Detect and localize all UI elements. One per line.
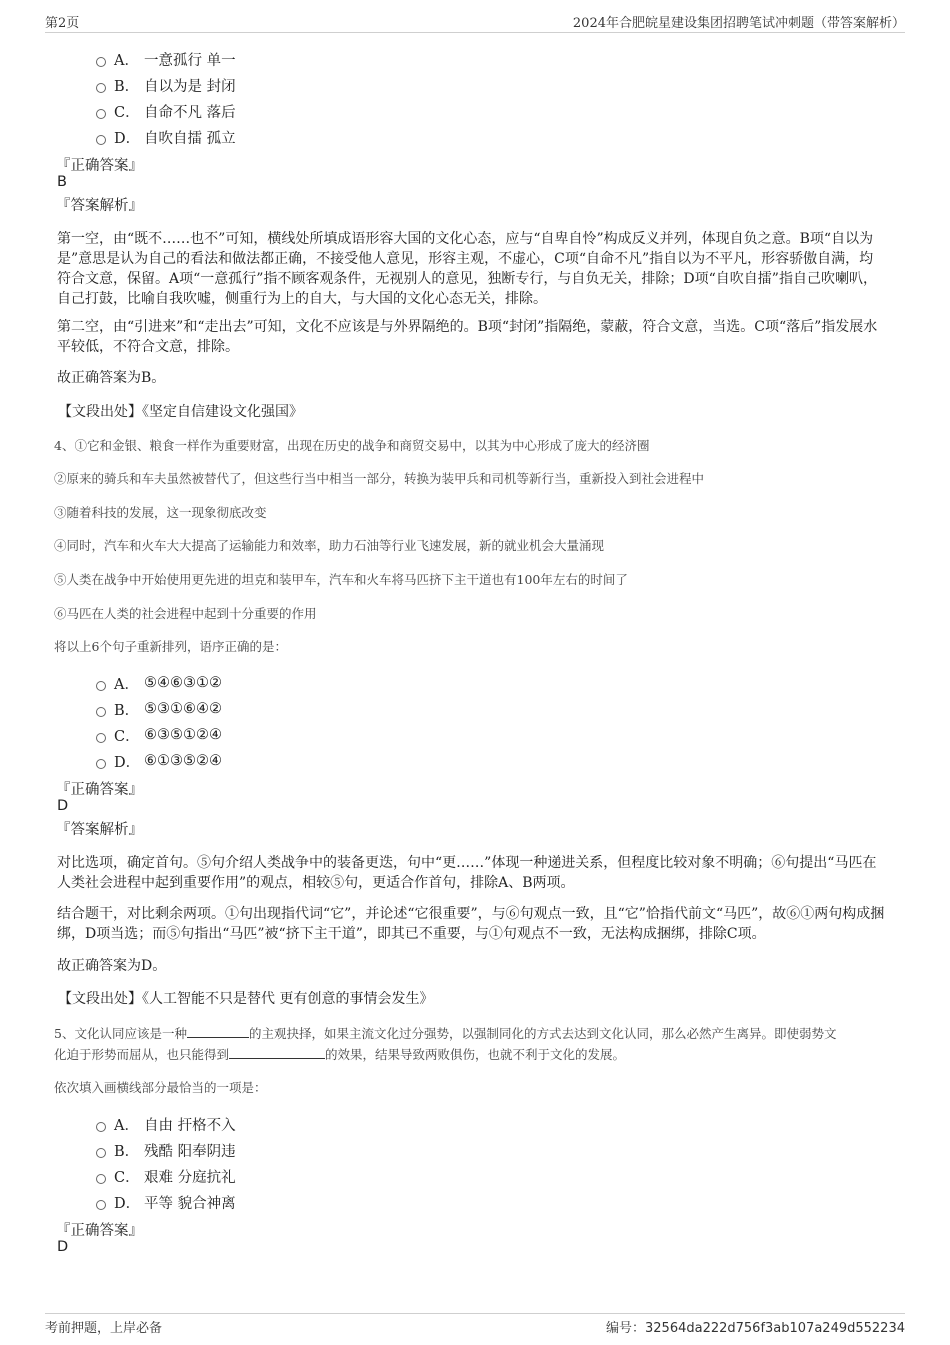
- q3-answer: B: [57, 174, 67, 190]
- q5-option-b[interactable]: B． 残酷 阳奉阴违: [96, 1137, 236, 1163]
- radio-icon[interactable]: [96, 759, 106, 769]
- q4-option-b[interactable]: B． ⑤③①⑥④②: [96, 696, 222, 722]
- q4-option-c[interactable]: C． ⑥③⑤①②④: [96, 722, 222, 748]
- q4-analysis-p1: 对比选项，确定首句。⑤句介绍人类战争中的装备更迭，句中“更……”体现一种递进关系，但程度比较对象不明确；⑥句提出“马匹在人类社会进程中起到重要作用”的观点，相较⑤句，更适合作首句，排除A、B两项。: [57, 855, 877, 891]
- q4-source: 【文段出处】《人工智能不只是替代 更有创意的事情会发生》: [58, 991, 434, 1007]
- q3-source: 【文段出处】《坚定自信建设文化强国》: [58, 404, 303, 420]
- radio-icon[interactable]: [96, 135, 106, 145]
- radio-icon[interactable]: [96, 1122, 106, 1132]
- radio-icon[interactable]: [96, 109, 106, 119]
- radio-icon[interactable]: [96, 83, 106, 93]
- q4-correct-label: 『正确答案』: [56, 782, 143, 798]
- page-header: [45, 12, 905, 33]
- q5-answer: D: [57, 1239, 69, 1255]
- page-footer: [45, 1313, 905, 1338]
- footer-code: 编号：32564da222d756f3ab107a249d552234: [605, 1321, 905, 1336]
- q3-analysis-p1: 第一空，由“既不……也不”可知，横线处所填成语形容大国的文化心态，应与“自卑自怜”构成反义并列，体现自负之意。B项“自以为是”意思是认为自己的看法和做法都正确，不接受他人意见，形容主观，不虚心，C项“自命不凡”指自以为不平凡，形容骄傲自满，均符合文意，保留。A项“一意孤行”指不顾客观条件，无视别人的意见，独断专行，与自负无关，排除；D项“自吹自擂”指自己吹喇叭，自己打鼓，比喻自我吹嘘，侧重行为上的自大，与大国的文化心态无关，排除。: [57, 231, 877, 307]
- q4-sentence-1: 4、①它和金银、粮食一样作为重要财富，出现在历史的战争和商贸交易中，以其为中心形成了庞大的经济圈: [54, 438, 650, 453]
- blank-2: [229, 1044, 325, 1059]
- blank-1: [187, 1023, 249, 1038]
- q4-sentence-3: ③随着科技的发展，这一现象彻底改变: [54, 505, 267, 520]
- q3-option-a[interactable]: A． 一意孤行 单一: [96, 46, 236, 72]
- q4-sentence-4: ④同时，汽车和火车大大提高了运输能力和效率，助力石油等行业飞速发展，新的就业机会大量涌现: [54, 538, 605, 553]
- q3-option-c[interactable]: C． 自命不凡 落后: [96, 98, 236, 124]
- radio-icon[interactable]: [96, 57, 106, 67]
- footer-slogan: 考前押题，上岸必备: [45, 1321, 163, 1336]
- q5-correct-label: 『正确答案』: [56, 1223, 143, 1239]
- q4-sentence-2: ②原来的骑兵和车夫虽然被替代了，但这些行当中相当一部分，转换为装甲兵和司机等新行当，重新投入到社会进程中: [54, 471, 705, 486]
- q3-analysis-label: 『答案解析』: [56, 198, 143, 214]
- radio-icon[interactable]: [96, 733, 106, 743]
- q4-answer: D: [57, 798, 69, 814]
- q5-options: [96, 1111, 236, 1215]
- q3-options: [96, 46, 236, 150]
- q3-option-d[interactable]: D． 自吹自擂 孤立: [96, 124, 236, 150]
- q4-options: [96, 670, 222, 774]
- q4-option-a[interactable]: A． ⑤④⑥③①②: [96, 670, 222, 696]
- q4-analysis-p2: 结合题干，对比剩余两项。①句出现指代词“它”，并论述“它很重要”，与⑥句观点一致，且“它”恰指代前文“马匹”，故⑥①两句构成捆绑，D项当选；而⑤句指出“马匹”被“挤下主干道”，即其已不重要，与①句观点不一致，无法构成捆绑，排除C项。: [57, 906, 885, 942]
- radio-icon[interactable]: [96, 1200, 106, 1210]
- q5-option-a[interactable]: A． 自由 扞格不入: [96, 1111, 236, 1137]
- q3-correct-label: 『正确答案』: [56, 158, 143, 174]
- q5-stem: 5、文化认同应该是一种 的主观抉择，如果主流文化过分强势，以强制同化的方式去达到文化认同，那么必然产生离异。即使弱势文 化迫于形势而屈从，也只能得到 的效果，结果导致两败俱伤，也就不利于文化的发展。: [54, 1023, 899, 1065]
- q4-analysis-p3: 故正确答案为D。: [57, 958, 167, 974]
- radio-icon[interactable]: [96, 1148, 106, 1158]
- q4-sentence-5: ⑤人类在战争中开始使用更先进的坦克和装甲车，汽车和火车将马匹挤下主干道也有100年左右的时间了: [54, 572, 628, 587]
- radio-icon[interactable]: [96, 1174, 106, 1184]
- page-number: 第2页: [45, 16, 80, 31]
- q3-option-b[interactable]: B． 自以为是 封闭: [96, 72, 236, 98]
- q5-prompt: 依次填入画横线部分最恰当的一项是：: [54, 1080, 267, 1095]
- document-title: 2024年合肥皖星建设集团招聘笔试冲刺题（带答案解析）: [572, 16, 905, 31]
- q3-analysis-p2: 第二空，由“引进来”和“走出去”可知，文化不应该是与外界隔绝的。B项“封闭”指隔绝，蒙蔽，符合文意，当选。C项“落后”指发展水平较低，不符合文意，排除。: [57, 319, 878, 355]
- q4-prompt: 将以上6个句子重新排列，语序正确的是：: [54, 639, 287, 654]
- q4-option-d[interactable]: D． ⑥①③⑤②④: [96, 748, 222, 774]
- q5-option-c[interactable]: C． 艰难 分庭抗礼: [96, 1163, 236, 1189]
- radio-icon[interactable]: [96, 681, 106, 691]
- radio-icon[interactable]: [96, 707, 106, 717]
- q4-sentence-6: ⑥马匹在人类的社会进程中起到十分重要的作用: [54, 606, 317, 621]
- q5-option-d[interactable]: D． 平等 貌合神离: [96, 1189, 236, 1215]
- q3-analysis-p3: 故正确答案为B。: [57, 370, 166, 386]
- q4-analysis-label: 『答案解析』: [56, 822, 143, 838]
